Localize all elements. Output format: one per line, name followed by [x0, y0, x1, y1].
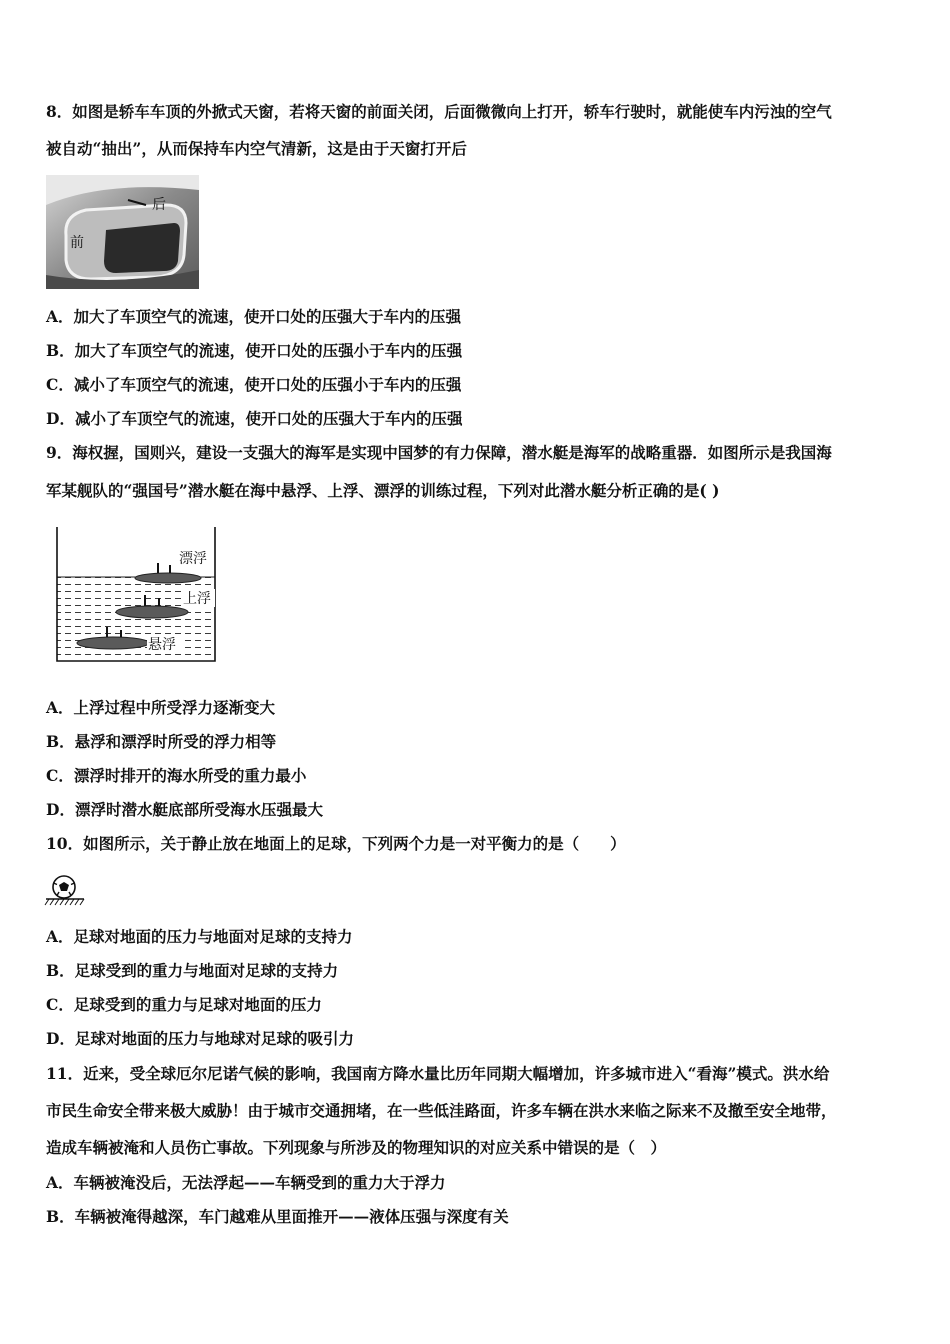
q11-stem-line2: 市民生命安全带来极大威胁！由于城市交通拥堵，在一些低洼路面，许多车辆在洪水来临之际来不及撤至安全地带， — [46, 1101, 837, 1120]
submarine-figure — [55, 525, 220, 665]
q10-option-c: C．足球受到的重力与足球对地面的压力 — [46, 995, 322, 1014]
q8-stem-line1: 8．如图是轿车车顶的外掀式天窗，若将天窗的前面关闭，后面微微向上打开，轿车行驶时，就能使车内污浊的空气 — [46, 102, 832, 121]
q9-option-b: B．悬浮和漂浮时所受的浮力相等 — [46, 732, 277, 751]
q9-stem-line1: 9．海权握，国则兴，建设一支强大的海军是实现中国梦的有力保障，潜水艇是海军的战略重器．如图所示是我国海 — [46, 443, 832, 462]
sunroof-figure — [46, 175, 199, 289]
q8-option-a: A．加大了车顶空气的流速，使开口处的压强大于车内的压强 — [46, 307, 462, 326]
q8-option-c: C．减小了车顶空气的流速，使开口处的压强小于车内的压强 — [46, 375, 462, 394]
q8-stem-line2: 被自动“抽出”，从而保持车内空气清新，这是由于天窗打开后 — [46, 139, 467, 158]
label-suspended: 悬浮 — [148, 637, 176, 653]
q8-option-d: D．减小了车顶空气的流速，使开口处的压强大于车内的压强 — [46, 409, 463, 428]
q9-stem-line2: 军某舰队的“强国号”潜水艇在海中悬浮、上浮、漂浮的训练过程，下列对此潜水艇分析正确的是( ) — [46, 481, 720, 500]
q11-stem-line3: 造成车辆被淹和人员伤亡事故。下列现象与所涉及的物理知识的对应关系中错误的是（ ） — [46, 1138, 667, 1157]
q9-option-c: C．漂浮时排开的海水所受的重力最小 — [46, 766, 307, 785]
q10-option-b: B．足球受到的重力与地面对足球的支持力 — [46, 961, 339, 980]
q11-stem-line1: 11．近来，受全球厄尔尼诺气候的影响，我国南方降水量比历年同期大幅增加，许多城市进入“看海”模式。洪水给 — [46, 1064, 830, 1083]
q9-option-a: A．上浮过程中所受浮力逐渐变大 — [46, 698, 276, 717]
label-floating: 漂浮 — [179, 551, 207, 567]
q9-option-d: D．漂浮时潜水艇底部所受海水压强最大 — [46, 800, 323, 819]
q8-option-b: B．加大了车顶空气的流速，使开口处的压强小于车内的压强 — [46, 341, 463, 360]
sunroof-label-back: 后 — [152, 197, 166, 213]
sunroof-label-front: 前 — [70, 235, 84, 251]
label-rising: 上浮 — [183, 591, 211, 607]
football-figure — [44, 874, 86, 908]
q10-option-a: A．足球对地面的压力与地面对足球的支持力 — [46, 927, 353, 946]
q10-option-d: D．足球对地面的压力与地球对足球的吸引力 — [46, 1029, 354, 1048]
q10-stem: 10．如图所示，关于静止放在地面上的足球，下列两个力是一对平衡力的是（ ） — [46, 834, 626, 853]
q11-option-b: B．车辆被淹得越深，车门越难从里面推开——液体压强与深度有关 — [46, 1207, 509, 1226]
q11-option-a: A．车辆被淹没后，无法浮起——车辆受到的重力大于浮力 — [46, 1173, 446, 1192]
